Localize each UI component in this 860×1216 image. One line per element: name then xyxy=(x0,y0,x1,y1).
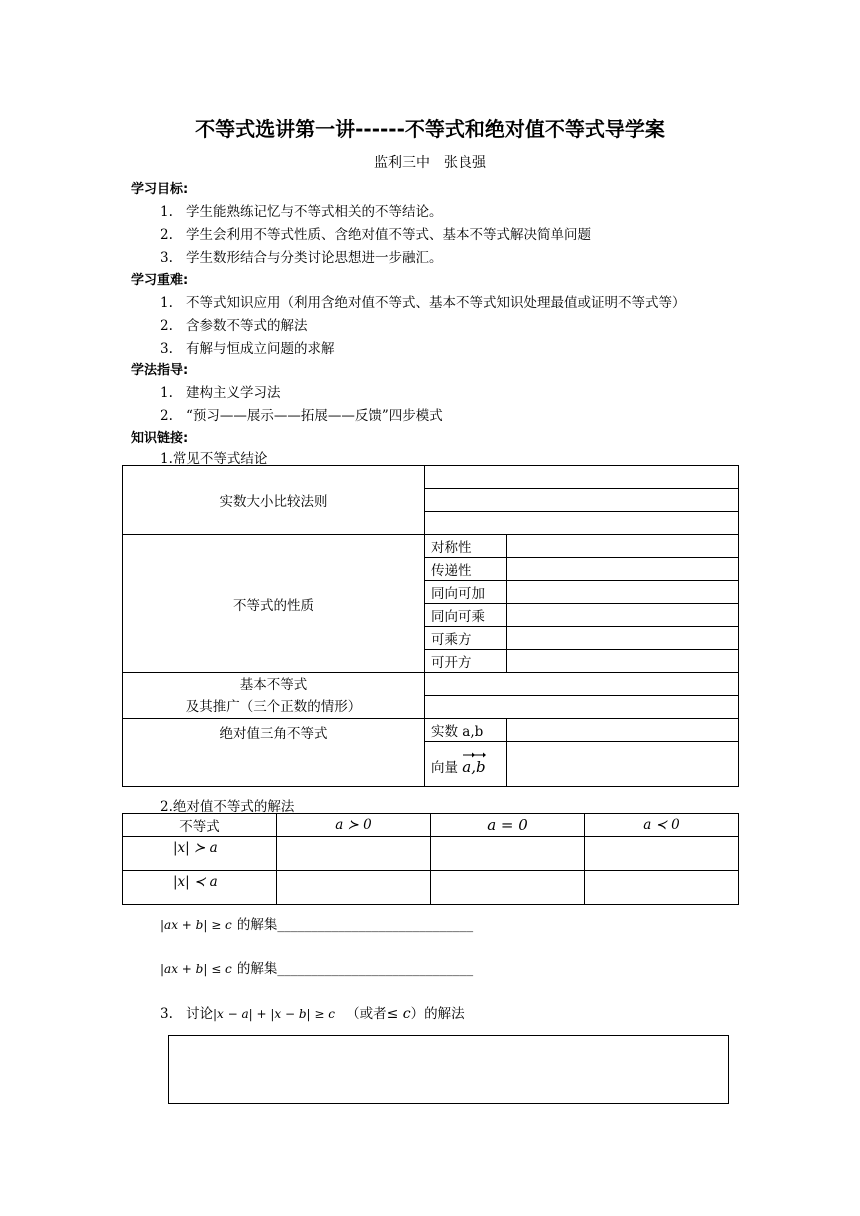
vector-ab-cell xyxy=(425,742,507,787)
vector-arrows-icon xyxy=(462,750,486,760)
fill-text-1: 的解集 xyxy=(236,917,278,933)
fill-text-2: 的解集 xyxy=(236,961,278,977)
property-label: 传递性 xyxy=(425,558,507,581)
method-item-2: 2. “预习——展示——拓展——反馈”四步模式 xyxy=(160,408,443,424)
author-line: 监利三中 张良强 xyxy=(374,155,486,171)
blank-cell xyxy=(425,489,739,512)
blank-cell xyxy=(425,696,739,719)
blank-cell xyxy=(585,871,739,905)
answer-blank: _____________________________ xyxy=(277,961,474,977)
property-label: 可乘方 xyxy=(425,627,507,650)
vector-label: 向量 xyxy=(431,760,458,776)
inequality-conclusions-table xyxy=(122,465,739,787)
blank-cell xyxy=(425,673,739,696)
header-a-zero: a = 0 xyxy=(431,814,585,837)
properties-cell: 不等式的性质 xyxy=(123,535,425,673)
blank-cell xyxy=(507,604,739,627)
q3-middle: （或者 xyxy=(346,1006,387,1022)
blank-cell xyxy=(507,581,739,604)
links-heading: 知识链接: xyxy=(131,431,189,446)
blank-cell xyxy=(507,742,739,787)
goals-heading: 学习目标: xyxy=(131,182,189,197)
header-inequality: 不等式 xyxy=(123,814,277,837)
property-label: 同向可加 xyxy=(425,581,507,604)
blank-cell xyxy=(507,535,739,558)
property-label: 可开方 xyxy=(425,650,507,673)
goal-item-3: 3. 学生数形结合与分类讨论思想进一步融汇。 xyxy=(160,250,443,266)
blank-cell xyxy=(507,558,739,581)
q3-expr: |x − a| + |x − b| ≥ c xyxy=(213,1007,335,1021)
property-label: 对称性 xyxy=(425,535,507,558)
blank-cell xyxy=(425,466,739,489)
vector-ab: a,b xyxy=(462,752,485,776)
property-label: 同向可乘 xyxy=(425,604,507,627)
header-a-negative: a ≺ 0 xyxy=(585,814,739,837)
page-title: 不等式选讲第一讲------不等式和绝对值不等式导学案 xyxy=(195,117,665,141)
basic-inequality-cell xyxy=(123,673,425,719)
fill-expr-1: |ax + b| ≥ c xyxy=(160,918,232,932)
real-ab-cell: 实数 a,b xyxy=(425,719,507,742)
blank-cell xyxy=(507,627,739,650)
abs-triangle-cell: 绝对值三角不等式 xyxy=(123,719,425,787)
row-abs-lt: |x| ≺ a xyxy=(123,871,277,905)
methods-heading: 学法指导: xyxy=(131,363,189,378)
difficulty-item-2: 2. 含参数不等式的解法 xyxy=(160,318,308,334)
q3-num: 3. xyxy=(160,1006,173,1022)
answer-blank: _____________________________ xyxy=(277,917,474,933)
blank-cell xyxy=(431,837,585,871)
blank-cell xyxy=(277,871,431,905)
fill-line-1 xyxy=(160,913,473,933)
goal-item-1: 1. 学生能熟练记忆与不等式相关的不等结论。 xyxy=(160,204,443,220)
blank-cell xyxy=(585,837,739,871)
blank-cell xyxy=(425,512,739,535)
method-item-1: 1. 建构主义学习法 xyxy=(160,385,281,401)
blank-cell xyxy=(277,837,431,871)
header-a-positive: a ≻ 0 xyxy=(277,814,431,837)
table2-caption: 2.绝对值不等式的解法 xyxy=(160,799,295,815)
table1-caption: 1.常见不等式结论 xyxy=(160,451,268,467)
compare-rule-cell: 实数大小比较法则 xyxy=(123,466,425,535)
difficulty-item-1: 1. 不等式知识应用（利用含绝对值不等式、基本不等式知识处理最值或证明不等式等） xyxy=(160,295,686,311)
fill-line-2 xyxy=(160,957,473,977)
basic-line-2: 及其推广（三个正数的情形） xyxy=(185,698,362,715)
basic-line-1: 基本不等式 xyxy=(239,676,308,693)
row-abs-gt: |x| ≻ a xyxy=(123,837,277,871)
question-3 xyxy=(160,1002,465,1022)
answer-box[interactable] xyxy=(168,1035,729,1104)
abs-inequality-table xyxy=(122,813,739,905)
goal-item-2: 2. 学生会利用不等式性质、含绝对值不等式、基本不等式解决简单问题 xyxy=(160,227,591,243)
blank-cell xyxy=(507,719,739,742)
q3-suffix: ）的解法 xyxy=(410,1006,465,1022)
fill-expr-2: |ax + b| ≤ c xyxy=(160,962,232,976)
q3-prefix: 讨论 xyxy=(186,1006,213,1022)
difficulties-heading: 学习重难: xyxy=(131,273,189,288)
blank-cell xyxy=(431,871,585,905)
blank-cell xyxy=(507,650,739,673)
q3-expr2: ≤ c xyxy=(386,1006,411,1022)
difficulty-item-3: 3. 有解与恒成立问题的求解 xyxy=(160,341,335,357)
